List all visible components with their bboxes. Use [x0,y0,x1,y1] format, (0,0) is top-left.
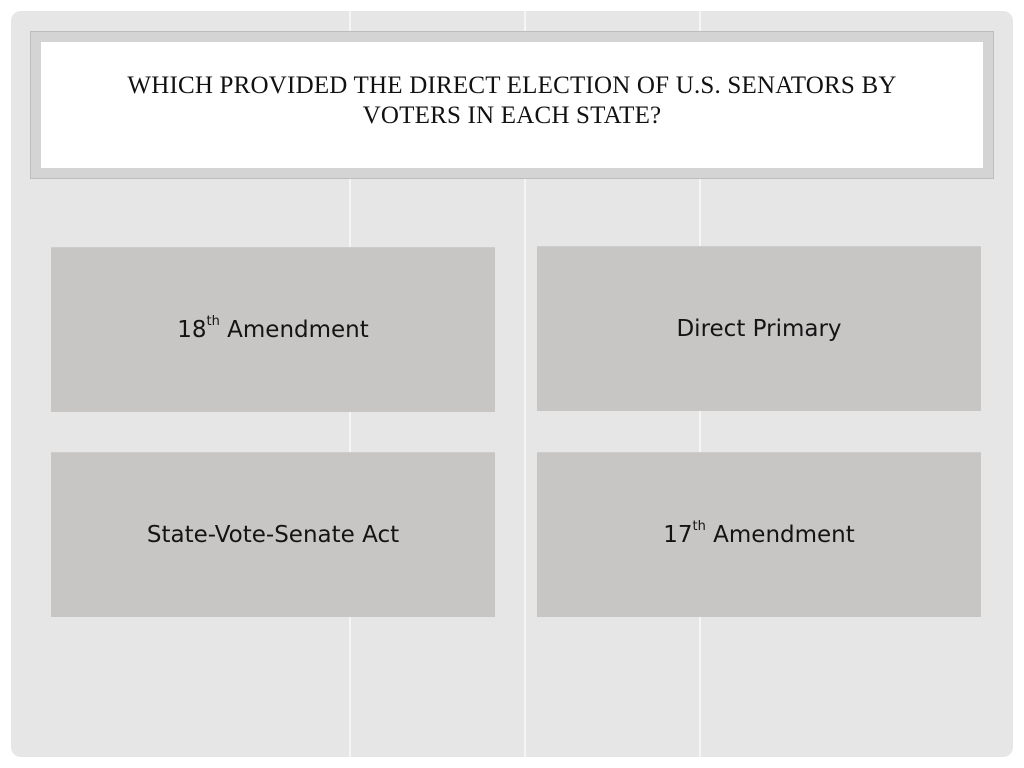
answer-option-direct-primary[interactable] [537,246,981,411]
question-title-frame [30,31,994,179]
question-title-box [41,42,983,168]
option-label: 17th Amendment [663,519,855,548]
option-label: 18th Amendment [177,314,369,343]
answer-option-state-vote-senate-act[interactable] [51,452,495,617]
answer-option-18th-amendment[interactable] [51,247,495,412]
option-label: State-Vote-Senate Act [146,522,400,548]
slide [11,11,1013,757]
answer-option-17th-amendment[interactable] [537,452,981,617]
option-label: Direct Primary [676,316,842,342]
question-title: WHICH PROVIDED THE DIRECT ELECTION OF U.S. SENATORS BY VOTERS IN EACH STATE? [127,72,897,129]
